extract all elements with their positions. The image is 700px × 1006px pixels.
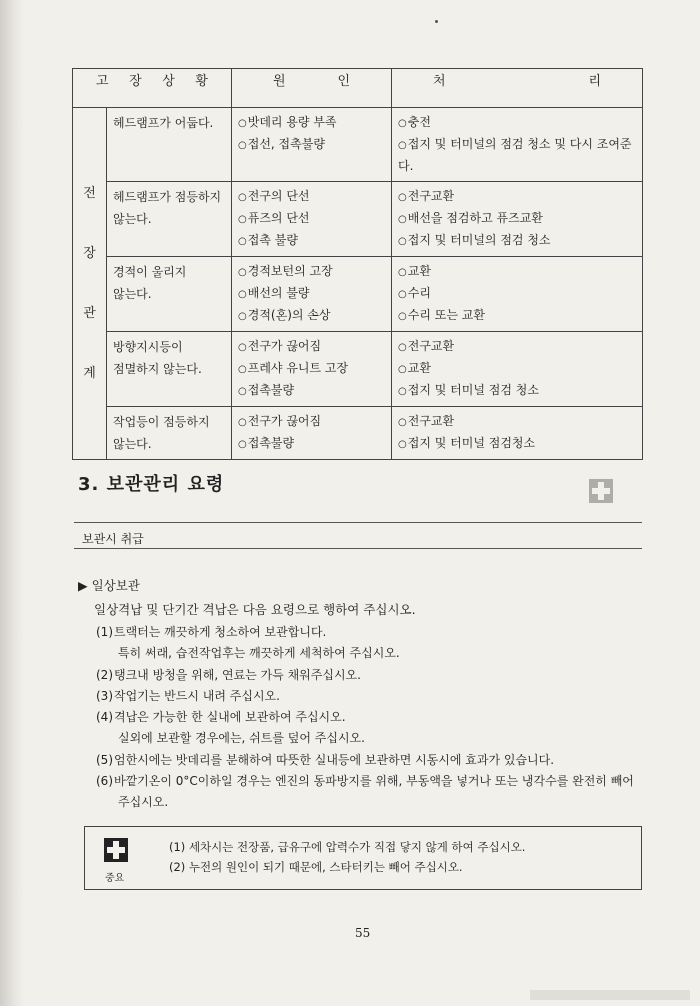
cell-symptom [107, 257, 232, 332]
list-item-line [96, 792, 646, 813]
list-item-line [96, 665, 646, 686]
list-item-line [96, 622, 646, 643]
list-item-text: 엄한시에는 밧데리를 분해하여 따뜻한 실내등에 보관하면 시동시에 효과가 있습니다. [114, 752, 555, 767]
cell-line: 점멸하지 않는다. [113, 362, 202, 376]
cell-line: ○ 수리 또는 교환 [398, 305, 636, 327]
list-item-number: (5) [96, 752, 113, 767]
cell-line: 작업등이 점등하지 [113, 415, 210, 429]
cell-causes [232, 108, 392, 182]
list-item-line [96, 771, 646, 792]
cell-line: ○ 접촉불량 [238, 380, 385, 402]
notice-label: 중요 [105, 873, 125, 884]
cell-line: 방향지시등이 [113, 340, 183, 354]
scan-smudge [530, 990, 690, 1000]
cell-fixes [392, 257, 643, 332]
list-item-line [96, 728, 646, 749]
cell-fixes [392, 182, 643, 257]
cell-line: ○ 배선의 불량 [238, 283, 385, 305]
table-row [73, 332, 643, 407]
scan-speck [435, 20, 438, 23]
divider [74, 548, 642, 549]
list-item-text: 바깥기온이 0°C이하일 경우는 엔진의 동파방지를 위해, 부동액을 넣거나 또는 냉각수를 완전히 빼어 [114, 774, 634, 789]
header-char: 원 [273, 74, 286, 89]
header-char: 처 [433, 74, 446, 89]
notice-line: (2) 누전의 원인이 되기 때문에, 스타터키는 빼어 주십시오. [169, 860, 463, 874]
cell-line: ○ 경적보턴의 고장 [238, 261, 385, 283]
storage-instructions-list [96, 622, 646, 814]
header-char: 인 [337, 74, 350, 89]
list-item-number: (1) [96, 625, 113, 639]
list-item-text: 트랙터는 깨끗하게 청소하여 보관합니다. [114, 625, 327, 639]
list-item-number: (6) [96, 774, 113, 789]
cell-line: ○ 교환 [398, 358, 636, 380]
divider [74, 522, 642, 523]
cell-line: ○ 접지 및 터미널의 점검 청소 [398, 230, 636, 252]
first-aid-cross-icon-faint [588, 478, 614, 504]
table-row [73, 257, 643, 332]
first-aid-cross-icon [103, 837, 129, 863]
page-binding-edge [0, 0, 24, 1006]
cell-line: ○ 접지 및 터미널 점검청소 [398, 433, 636, 455]
cell-symptom [107, 407, 232, 460]
group-label-char: 전 [83, 185, 96, 201]
cell-fixes [392, 108, 643, 182]
daily-storage-heading: ▶ 일상보관 [78, 578, 140, 593]
list-item-line [96, 686, 646, 707]
header-char: 장 [129, 74, 142, 89]
cell-line: ○ 충전 [398, 112, 636, 134]
cell-line: ○ 전구교환 [398, 186, 636, 208]
cell-fixes [392, 407, 643, 460]
cell-line: ○ 접촉 불량 [238, 230, 385, 252]
list-item-number: (3) [96, 688, 113, 703]
cell-line: ○ 전구의 단선 [238, 186, 385, 208]
list-item-text: 실외에 보관할 경우에는, 쉬트를 덮어 주십시오. [118, 731, 365, 746]
cell-causes [232, 257, 392, 332]
fault-table [72, 68, 643, 460]
list-item-text: 주십시오. [118, 795, 169, 810]
cell-line: 않는다. [113, 437, 152, 451]
table-header-row [73, 69, 643, 108]
cell-line: ○ 접지 및 터미널의 점검 청소 및 다시 조여준다. [398, 134, 636, 177]
cell-line: ○ 배선을 점검하고 퓨즈교환 [398, 208, 636, 230]
cell-line: ○ 접지 및 터미널 점검 청소 [398, 380, 636, 402]
cell-line: ○ 밧데리 용량 부족 [238, 112, 385, 134]
header-char: 고 [96, 74, 109, 89]
group-label [73, 108, 107, 460]
cell-line: ○ 전구교환 [398, 336, 636, 358]
notice-line: (1) 세차시는 전장품, 급유구에 압력수가 직접 닿지 않게 하여 주십시오. [169, 840, 526, 854]
cell-line: 헤드램프가 점등하지 [113, 190, 222, 204]
list-item-number: (2) [96, 667, 113, 682]
list-item-text: 격납은 가능한 한 실내에 보관하여 주십시오. [114, 710, 346, 725]
cell-fixes [392, 332, 643, 407]
cell-line: ○ 퓨즈의 단선 [238, 208, 385, 230]
header-fix [392, 69, 643, 108]
header-char: 상 [162, 74, 175, 89]
list-item-number: (4) [96, 710, 113, 725]
list-item-line [96, 750, 646, 771]
list-item-text: 작업기는 반드시 내려 주십시오. [114, 688, 280, 703]
cell-line: ○ 접촉불량 [238, 433, 385, 455]
group-label-char: 계 [83, 365, 96, 381]
cell-symptom [107, 108, 232, 182]
cell-line: ○ 교환 [398, 261, 636, 283]
cell-symptom [107, 182, 232, 257]
cell-line: ○ 수리 [398, 283, 636, 305]
table-row [73, 407, 643, 460]
cell-symptom [107, 332, 232, 407]
cell-line: 않는다. [113, 212, 152, 226]
cell-causes [232, 332, 392, 407]
list-item-text: 탱크내 방청을 위해, 연료는 가득 채워주십시오. [114, 667, 361, 682]
cell-line: ○ 프레샤 유니트 고장 [238, 358, 385, 380]
cell-causes [232, 182, 392, 257]
group-label-char: 장 [83, 245, 96, 261]
cell-line: ○ 전구가 끊어짐 [238, 411, 385, 433]
cell-line: 경적이 울리지 [113, 265, 187, 279]
cell-causes [232, 407, 392, 460]
list-item-line [96, 707, 646, 728]
page-number: 55 [355, 926, 371, 940]
table-row [73, 182, 643, 257]
cell-line: ○ 전구가 끊어짐 [238, 336, 385, 358]
important-notice-box [84, 826, 642, 890]
cell-line: 않는다. [113, 287, 152, 301]
cell-line: ○ 전구교환 [398, 411, 636, 433]
header-symptom [73, 69, 232, 108]
cell-line: ○ 접선, 접촉불량 [238, 134, 385, 156]
cell-line: 헤드램프가 어둡다. [113, 116, 214, 130]
list-item-line [96, 643, 646, 664]
header-cause [232, 69, 392, 108]
section-title: 3. 보관관리 요령 [78, 474, 225, 495]
header-char: 리 [588, 74, 601, 89]
list-item-text: 특히 써래, 습전작업후는 깨끗하게 세척하여 주십시오. [118, 646, 400, 661]
cell-line: ○ 경적(혼)의 손상 [238, 305, 385, 327]
table-row [73, 108, 643, 182]
group-label-char: 관 [83, 305, 96, 321]
intro-text: 일상격납 및 단기간 격납은 다음 요령으로 행하여 주십시오. [94, 602, 416, 617]
header-char: 황 [195, 74, 208, 89]
section-subtitle: 보관시 취급 [82, 532, 144, 546]
